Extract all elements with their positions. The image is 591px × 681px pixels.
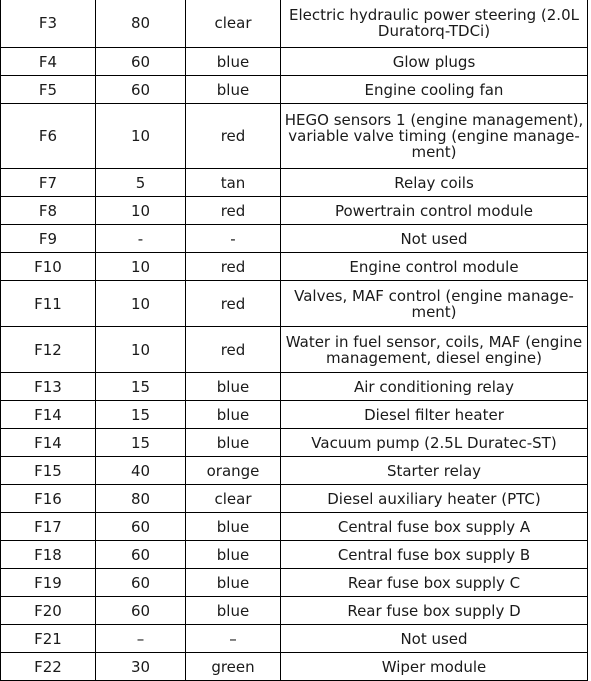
description-cell: Relay coils <box>281 169 588 197</box>
table-row <box>1 48 588 76</box>
fuse-cell: F5 <box>1 76 96 104</box>
table-row <box>1 373 588 401</box>
fuse-cell: F22 <box>1 653 96 681</box>
color-cell: red <box>186 197 281 225</box>
amperage-cell: 60 <box>96 48 186 76</box>
color-cell: blue <box>186 429 281 457</box>
table-row <box>1 485 588 513</box>
amperage-cell: 10 <box>96 281 186 327</box>
amperage-cell: - <box>96 225 186 253</box>
color-cell: clear <box>186 0 281 48</box>
description-cell: Water in fuel sensor, coils, MAF (engine management, diesel engine) <box>281 327 588 373</box>
description-cell: Not used <box>281 625 588 653</box>
amperage-cell: 10 <box>96 197 186 225</box>
amperage-cell: 30 <box>96 653 186 681</box>
description-cell: Diesel filter heater <box>281 401 588 429</box>
description-cell: Not used <box>281 225 588 253</box>
table-row <box>1 327 588 373</box>
amperage-cell: 60 <box>96 76 186 104</box>
table-row <box>1 401 588 429</box>
table-row <box>1 457 588 485</box>
description-cell: Air conditioning relay <box>281 373 588 401</box>
table-row <box>1 225 588 253</box>
table-row <box>1 653 588 681</box>
description-cell: Engine cooling fan <box>281 76 588 104</box>
table-row <box>1 0 588 48</box>
description-cell: Glow plugs <box>281 48 588 76</box>
fuse-cell: F11 <box>1 281 96 327</box>
description-cell: Rear fuse box supply C <box>281 569 588 597</box>
fuse-cell: F6 <box>1 104 96 169</box>
color-cell: green <box>186 653 281 681</box>
amperage-cell: 80 <box>96 485 186 513</box>
fuse-cell: F14 <box>1 429 96 457</box>
fuse-cell: F19 <box>1 569 96 597</box>
description-cell: Electric hydraulic power steering (2.0L Duratorq-TDCi) <box>281 0 588 48</box>
description-cell: Engine control module <box>281 253 588 281</box>
color-cell: red <box>186 253 281 281</box>
amperage-cell: 80 <box>96 0 186 48</box>
amperage-cell: 15 <box>96 401 186 429</box>
amperage-cell: 60 <box>96 541 186 569</box>
fuse-cell: F9 <box>1 225 96 253</box>
description-cell: Valves, MAF control (engine manage-ment) <box>281 281 588 327</box>
amperage-cell: 5 <box>96 169 186 197</box>
color-cell: blue <box>186 569 281 597</box>
table-row <box>1 569 588 597</box>
description-cell: Central fuse box supply A <box>281 513 588 541</box>
table-row <box>1 513 588 541</box>
table-row <box>1 197 588 225</box>
amperage-cell: 10 <box>96 327 186 373</box>
fuse-cell: F21 <box>1 625 96 653</box>
description-cell: Central fuse box supply B <box>281 541 588 569</box>
amperage-cell: 40 <box>96 457 186 485</box>
fuse-cell: F10 <box>1 253 96 281</box>
table-row <box>1 281 588 327</box>
description-cell: Diesel auxiliary heater (PTC) <box>281 485 588 513</box>
color-cell: blue <box>186 373 281 401</box>
table-row <box>1 253 588 281</box>
color-cell: blue <box>186 541 281 569</box>
amperage-cell: 60 <box>96 597 186 625</box>
color-cell: blue <box>186 76 281 104</box>
fuse-cell: F8 <box>1 197 96 225</box>
table-row <box>1 541 588 569</box>
description-cell: Starter relay <box>281 457 588 485</box>
fuse-cell: F13 <box>1 373 96 401</box>
color-cell: clear <box>186 485 281 513</box>
color-cell: blue <box>186 401 281 429</box>
fuse-cell: F12 <box>1 327 96 373</box>
fuse-cell: F18 <box>1 541 96 569</box>
description-cell: Rear fuse box supply D <box>281 597 588 625</box>
amperage-cell: 15 <box>96 429 186 457</box>
fuse-cell: F20 <box>1 597 96 625</box>
amperage-cell: – <box>96 625 186 653</box>
color-cell: blue <box>186 48 281 76</box>
color-cell: - <box>186 225 281 253</box>
table-row <box>1 625 588 653</box>
fuse-cell: F4 <box>1 48 96 76</box>
description-cell: Powertrain control module <box>281 197 588 225</box>
fuse-cell: F14 <box>1 401 96 429</box>
table-row <box>1 597 588 625</box>
color-cell: red <box>186 327 281 373</box>
amperage-cell: 10 <box>96 104 186 169</box>
table-row <box>1 169 588 197</box>
table-row <box>1 104 588 169</box>
fuse-cell: F15 <box>1 457 96 485</box>
amperage-cell: 15 <box>96 373 186 401</box>
color-cell: blue <box>186 513 281 541</box>
fuse-cell: F3 <box>1 0 96 48</box>
description-cell: Wiper module <box>281 653 588 681</box>
fuse-cell: F17 <box>1 513 96 541</box>
description-cell: Vacuum pump (2.5L Duratec-ST) <box>281 429 588 457</box>
amperage-cell: 10 <box>96 253 186 281</box>
description-cell: HEGO sensors 1 (engine management), variable valve timing (engine manage-ment) <box>281 104 588 169</box>
color-cell: blue <box>186 597 281 625</box>
fuse-cell: F7 <box>1 169 96 197</box>
color-cell: orange <box>186 457 281 485</box>
color-cell: red <box>186 104 281 169</box>
color-cell: – <box>186 625 281 653</box>
amperage-cell: 60 <box>96 569 186 597</box>
color-cell: red <box>186 281 281 327</box>
color-cell: tan <box>186 169 281 197</box>
table-row <box>1 429 588 457</box>
table-row <box>1 76 588 104</box>
fuse-cell: F16 <box>1 485 96 513</box>
amperage-cell: 60 <box>96 513 186 541</box>
